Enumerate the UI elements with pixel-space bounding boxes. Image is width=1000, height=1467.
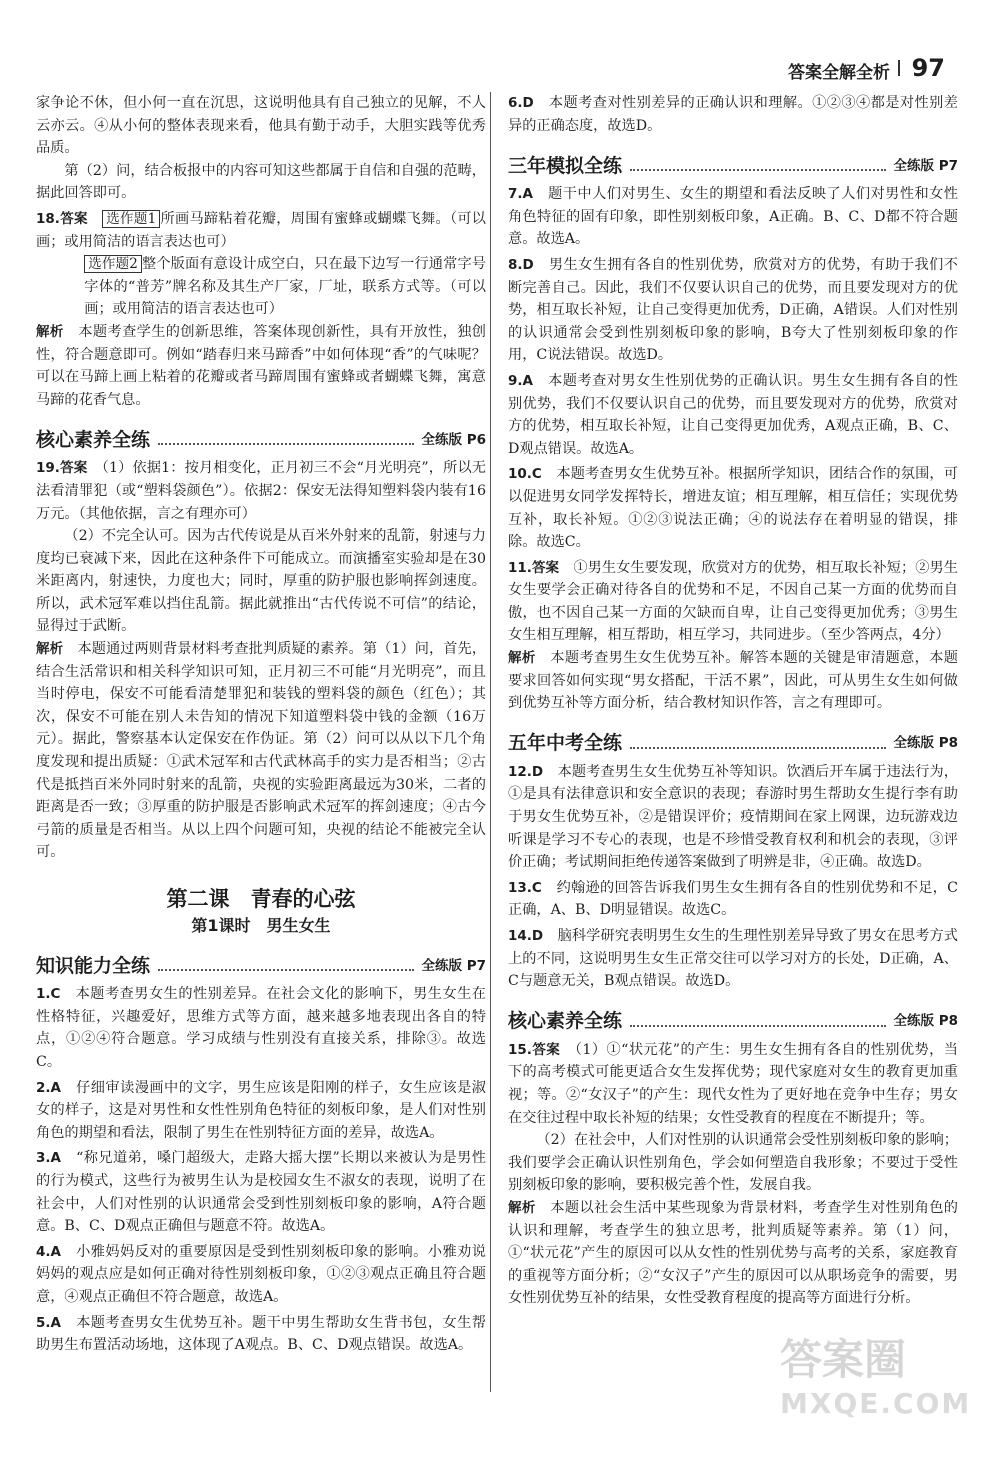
answer-15: [508, 1039, 958, 1310]
section-heading: [36, 421, 486, 451]
header-divider: [898, 60, 900, 76]
analysis-label: 解析: [508, 1199, 536, 1216]
answer-number: 9.A: [508, 372, 533, 389]
section-ref: 全练版 P6: [421, 431, 486, 448]
lesson-title: 第二课 青春的心弦: [166, 887, 356, 911]
answer-11: [508, 557, 958, 715]
section-heading: [508, 1003, 958, 1033]
section-ref: 全练版 P7: [893, 157, 958, 174]
watermark-logo: [780, 1327, 980, 1437]
answer-number: 11.答案: [508, 559, 560, 576]
answer-number: 3.A: [36, 1150, 61, 1167]
answer-text: 所画马蹄粘着花瓣，周围有蜜蜂或蝴蝶飞舞。（可以画；或用简洁的语言表达也可）: [36, 210, 486, 250]
dotted-leader: [630, 169, 885, 171]
answer-number: 7.A: [508, 186, 533, 203]
answer-number: 5.A: [36, 1314, 61, 1331]
answer-item: [36, 1241, 486, 1309]
analysis-text: 本题考查男生女生优势互补。解答本题的关键是审清题意，本题要求回答如何实现“男女搭配，干活不累”，因此，可从男生女生如何做到优势互补等方面分析，结合教材知识作答，言之有理即可。: [508, 650, 958, 712]
answer-item: [508, 877, 958, 922]
answer-item: [508, 92, 958, 137]
answer-text: 脑科学研究表明男生女生的生理性别差异导致了男女在思考方式上的不同，这说明男生女生正常交往可以学习对方的长处，D正确，A、C与题意无关，B观点错误。故选D。: [508, 928, 958, 990]
answer-19: [36, 457, 486, 864]
section-ref: 全练版 P8: [893, 735, 958, 752]
watermark-text: 答案圈: [780, 1335, 907, 1384]
intro-paragraph: 第（2）问，结合板报中的内容可知这些都属于自信和自强的范畴，据此回答即可。: [36, 162, 486, 202]
watermark-url: MXQE.COM: [780, 1387, 972, 1420]
answer-number: 6.D: [508, 95, 534, 111]
section-title: 五年中考全练: [508, 732, 623, 755]
section-title: 知识能力全练: [36, 954, 151, 977]
answer-number: 10.C: [508, 466, 542, 483]
answer-text: “称兄道弟，嗓门超级大，走路大摇大摆”长期以来被认为是男性的行为模式，这些行为被男生认为是校园女生不淑女的表现，说明了在社会中，人们对性别的认识通常会受到性别刻板印象的影响，A符合题意。B、C、D观点正确但与题意不符。故选A。: [36, 1150, 486, 1235]
dotted-leader: [630, 1025, 885, 1027]
answer-item: [36, 1312, 486, 1357]
dotted-leader: [158, 969, 413, 971]
lesson-subtitle: 第1课时 男生女生: [191, 915, 331, 935]
section-ref: 全练版 P7: [421, 957, 486, 974]
answer-item: [36, 983, 486, 1073]
page-header: [0, 0, 1000, 83]
answer-text: 题干中人们对男生、女生的期望和看法反映了人们对男性和女性角色特征的固有印象，即性别刻板印象，A正确。B、C、D都不符合题意。故选A。: [508, 186, 958, 248]
answer-text: 约翰逊的回答告诉我们男生女生拥有各自的性别优势和不足，C正确，A、B、D明显错误。故选C。: [508, 879, 958, 919]
answer-text: 小雅妈妈反对的重要原因是受到性别刻板印象的影响。小雅劝说妈妈的观点应是如何正确对待性别刻板印象，①②③观点正确且符合题意，④观点正确但不符合题意，故选A。: [36, 1243, 486, 1305]
answer-number: 14.D: [508, 928, 544, 944]
analysis-label: 解析: [508, 650, 536, 667]
answer-text: 仔细审读漫画中的文字，男生应该是阳刚的样子，女生应该是淑女的样子，这是对男性和女性性别角色特征的刻板印象，是人们对性别角色的期望和看法，限制了男生在性别特征方面的差异，故选A。: [36, 1079, 486, 1141]
answer-item: [36, 1147, 486, 1237]
answer-number: 12.D: [508, 763, 544, 780]
analysis-label: 解析: [36, 641, 64, 658]
analysis-text: 本题考查学生的创新思维，答案体现创新性，具有开放性，独创性，符合题意即可。例如“踏春归来马蹄香”中如何体现“香”的气味呢？可以在马蹄上画上粘着的花瓣或者马蹄周围有蜜蜂或者蝴蝶飞舞，寓意马蹄的花香气息。: [36, 323, 486, 408]
section-title: 核心素养全练: [36, 428, 151, 451]
answer-number: 18.答案: [36, 210, 88, 227]
intro-paragraph: 家争论不休，但小何一直在沉思，这说明他具有自己独立的见解，不人云亦云。④从小何的整体表现来看，他具有勤于动手，大胆实践等优秀品质。: [36, 95, 486, 157]
header-label: 答案全解全析: [788, 63, 890, 83]
right-column: [508, 92, 958, 1310]
answer-text: 男生女生拥有各自的性别优势，欣赏对方的优势，有助于我们不断完善自己。因此，我们不仅要认识自己的优势，而且要发现对方的优势，相互取长补短，让自己变得更加优秀，D正确，A错误。人们对性别的认识通常会受到性别刻板印象的影响，B夸大了性别刻板印象的作用，C说法错误。故选D。: [508, 256, 958, 364]
answer-text: 本题考查对男女生性别优势的正确认识。男生女生拥有各自的性别优势，我们不仅要认识自己的优势，而且要发现对方的优势，欣赏对方的优势，相互取长补短，让自己变得更加优秀，A观点正确，B、C、D观点错误。故选A。: [508, 372, 958, 457]
left-column: [36, 92, 486, 1357]
answer-number: 1.C: [36, 986, 61, 1003]
answer-text: 本题考查男生女生优势互补等知识。饮酒后开车属于违法行为，①是具有法律意识和安全意识的表现；春游时男生帮助女生提行李有助于男女生优势互补，②是错误评价；疫情期间在家上网课，边玩游戏边听课是学习不专心的表现，也是不珍惜受教育权利和机会的表现，③评价正确；考试期间拒绝传递答案做到了明辨是非，④正确。故选D。: [508, 763, 958, 871]
answer-text: 本题考查对性别差异的正确认识和理解。①②③④都是对性别差异的正确态度，故选D。: [508, 95, 958, 134]
answer-text: 本题考查男女生优势互补。根据所学知识，团结合作的氛围，可以促进男女同学发挥特长，增进友谊；相互理解，相互信任；实现优势互补，取长补短。①②③说法正确；④的说法存在着明显的错误，排除。故选C。: [508, 466, 958, 551]
analysis-label: 解析: [36, 323, 64, 340]
answer-item: [508, 761, 958, 874]
dotted-leader: [158, 443, 413, 445]
section-heading: [36, 947, 486, 977]
answer-text: （2）不完全认可。因为古代传说是从百米外射来的乱箭，射速与力度均已衰减下来，因此在这种条件下可能成立。而演播室实验却是在30米距离内，射速快，力度也大；同时，厚重的防护服也影响挥剑速度。所以，武术冠军难以挡住乱箭。据此就推出“古代传说不可信”的结论，显得过于武断。: [36, 528, 486, 635]
answer-number: 2.A: [36, 1079, 61, 1096]
answer-text: （1）①“状元花”的产生：男生女生拥有各自的性别优势，当下的高考模式可能更适合女生发挥优势；现代家庭对女生的教育更加重视；等。②“女汉子”的产生：现代女性为了更好地在竞争中生存；男女在交往过程中取长补短的结果；女性受教育的程度在不断提升；等。: [508, 1041, 958, 1126]
answer-text: 本题考查男女生的性别差异。在社会文化的影响下，男生女生在性格特征，兴趣爱好，思维方式等方面，越来越多地表现出各自的特点，①②④符合题意。学习成绩与性别没有直接关系，排除③。故选C。: [36, 986, 486, 1070]
answer-18: [36, 208, 486, 411]
answer-text: 本题考查男女生优势互补。题干中男生帮助女生背书包，女生帮助男生布置活动场地，这体现了A观点。B、C、D观点错误。故选A。: [36, 1314, 486, 1354]
answer-item: [508, 183, 958, 251]
answer-number: 19.答案: [36, 460, 88, 477]
answer-number: 13.C: [508, 879, 542, 896]
answer-item: [36, 1077, 486, 1145]
option-box: 选作题2: [84, 255, 142, 273]
answer-text: （1）依据1：按月相变化，正月初三不会“月光明亮”，所以无法看清罪犯（或“塑料袋颜色”）。依据2：保安无法得知塑料袋内装有16万元。（其他依据，言之有理亦可）: [36, 460, 486, 522]
answer-item: [508, 370, 958, 460]
answer-number: 8.D: [508, 256, 534, 273]
dotted-leader: [630, 747, 885, 749]
answer-text: 整个版面有意设计成空白，只在最下边写一行通常字号字体的“普芳”牌名称及其生产厂家，厂址，联系方式等。（可以画；或用简洁的语言表达也可）: [84, 256, 486, 318]
page-number: 97: [911, 54, 945, 82]
section-ref: 全练版 P8: [893, 1013, 958, 1030]
answer-item: [508, 925, 958, 993]
analysis-text: 本题通过两则背景材料考查批判质疑的素养。第（1）问，首先，结合生活常识和相关科学知识可知，正月初三不可能“月光明亮”，而且当时停电，保安不可能看清楚罪犯和装钱的塑料袋的颜色（红色）；其次，保安不可能在别人未告知的情况下知道塑料袋中钱的金额（16万元）。据此，警察基本认定保安在作伪证。第（2）问可以从以下几个角度发现和提出质疑：①武术冠军和古代武林高手的实力是否相当；②古代是抵挡百米外同时射来的乱箭，央视的实验距离最远为30米，二者的距离是否一致；③厚重的防护服是否影响武术冠军的挥剑速度；④古今弓箭的质量是否相当。从以上四个问题可知，央视的结论不能被完全认可。: [36, 641, 487, 861]
section-title: 核心素养全练: [508, 1010, 623, 1033]
section-heading: [508, 725, 958, 755]
answer-number: 15.答案: [508, 1041, 561, 1058]
answer-item: [508, 463, 958, 553]
answer-number: 4.A: [36, 1243, 61, 1260]
column-divider: [490, 92, 491, 1392]
analysis-text: 本题以社会生活中某些现象为背景材料，考查学生对性别角色的认识和理解，考查学生的独立思考，批判质疑等素养。第（1）问，①“状元花”产生的原因可以从女性的性别优势与高考的关系，家庭教育的重视等方面分析；②“女汉子”产生的原因可以从职场竞争的需要，男女性别优势互补的结果，女性受教育程度的提高等方面进行分析。: [508, 1199, 958, 1307]
section-title: 三年模拟全练: [508, 154, 623, 177]
answer-text: ①男生女生要发现，欣赏对方的优势，相互取长补短；②男生女生要学会正确对待各自的优势和不足，不因自己某一方面的优势而自傲，也不因自己某一方面的欠缺而自卑，让自己变得更加优秀；③男生女生相互理解，相互帮助，相互学习，共同进步。（至少答两点，4分）: [508, 559, 958, 644]
option-box: 选作题1: [102, 210, 160, 228]
section-heading: [508, 147, 958, 177]
answer-text: （2）在社会中，人们对性别的认识通常会受性别刻板印象的影响；我们要学会正确认识性别角色，学会如何塑造自我形象；不要过于受性别刻板印象的影响，要积极完善个性，发展自我。: [508, 1132, 958, 1194]
answer-item: [508, 254, 958, 367]
